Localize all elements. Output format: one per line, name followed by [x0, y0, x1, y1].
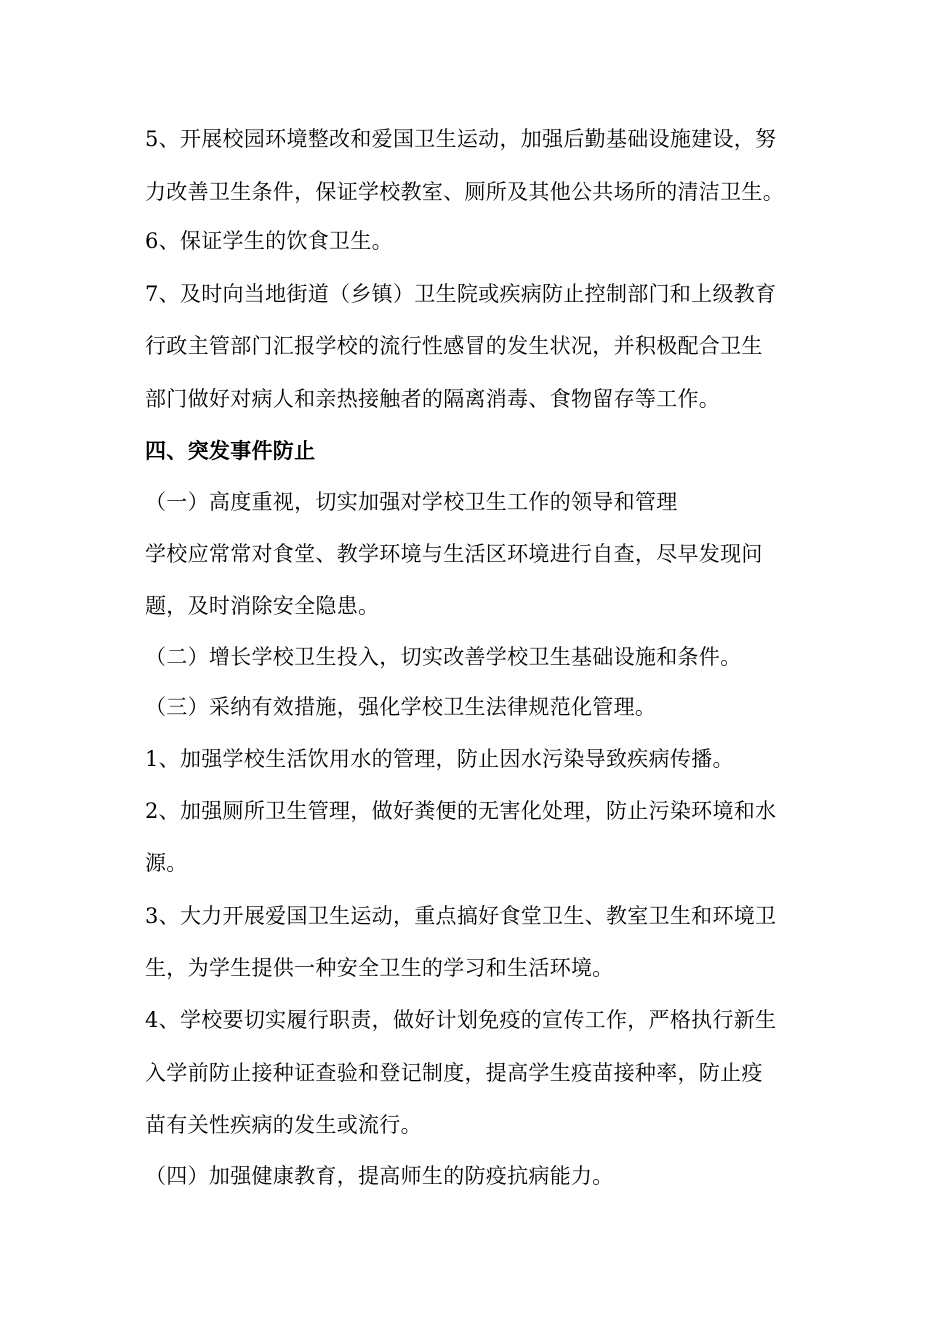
paragraph-line: 部门做好对病人和亲热接触者的隔离消毒、食物留存等工作。 — [145, 387, 721, 411]
paragraph-line: 源。 — [145, 851, 188, 875]
subsection-heading: （三）采纳有效措施，强化学校卫生法律规范化管理。 — [145, 695, 657, 719]
paragraph-line: 1、加强学校生活饮用水的管理，防止因水污染导致疾病传播。 — [145, 747, 734, 771]
subsection-heading: （二）增长学校卫生投入，切实改善学校卫生基础设施和条件。 — [145, 645, 742, 669]
paragraph-line: 7、及时向当地街道（乡镇）卫生院或疾病防止控制部门和上级教育 — [145, 282, 777, 306]
paragraph-line: 6、保证学生的饮食卫生。 — [145, 229, 393, 253]
paragraph-line: 苗有关性疾病的发生或流行。 — [145, 1113, 422, 1137]
paragraph-line: 学校应常常对食堂、教学环境与生活区环境进行自查，尽早发现问 — [145, 542, 763, 566]
paragraph-line: 行政主管部门汇报学校的流行性感冒的发生状况，并积极配合卫生 — [145, 334, 763, 358]
paragraph-line: 3、大力开展爱国卫生运动，重点搞好食堂卫生、教室卫生和环境卫 — [145, 904, 777, 928]
paragraph-line: 生，为学生提供一种安全卫生的学习和生活环境。 — [145, 956, 614, 980]
paragraph-line: 5、开展校园环境整改和爱国卫生运动，加强后勤基础设施建设，努 — [145, 127, 777, 151]
paragraph-line: 题，及时消除安全隐患。 — [145, 594, 380, 618]
paragraph-line: 力改善卫生条件，保证学校教室、厕所及其他公共场所的清洁卫生。 — [145, 180, 784, 204]
section-heading: 四、突发事件防止 — [145, 438, 316, 463]
subsection-heading: （四）加强健康教育，提高师生的防疫抗病能力。 — [145, 1164, 614, 1188]
paragraph-line: 入学前防止接种证查验和登记制度，提高学生疫苗接种率，防止疫 — [145, 1061, 763, 1085]
paragraph-line: 4、学校要切实履行职责，做好计划免疫的宣传工作，严格执行新生 — [145, 1008, 777, 1032]
subsection-heading: （一）高度重视，切实加强对学校卫生工作的领导和管理 — [145, 490, 678, 514]
paragraph-line: 2、加强厕所卫生管理，做好粪便的无害化处理，防止污染环境和水 — [145, 799, 777, 823]
